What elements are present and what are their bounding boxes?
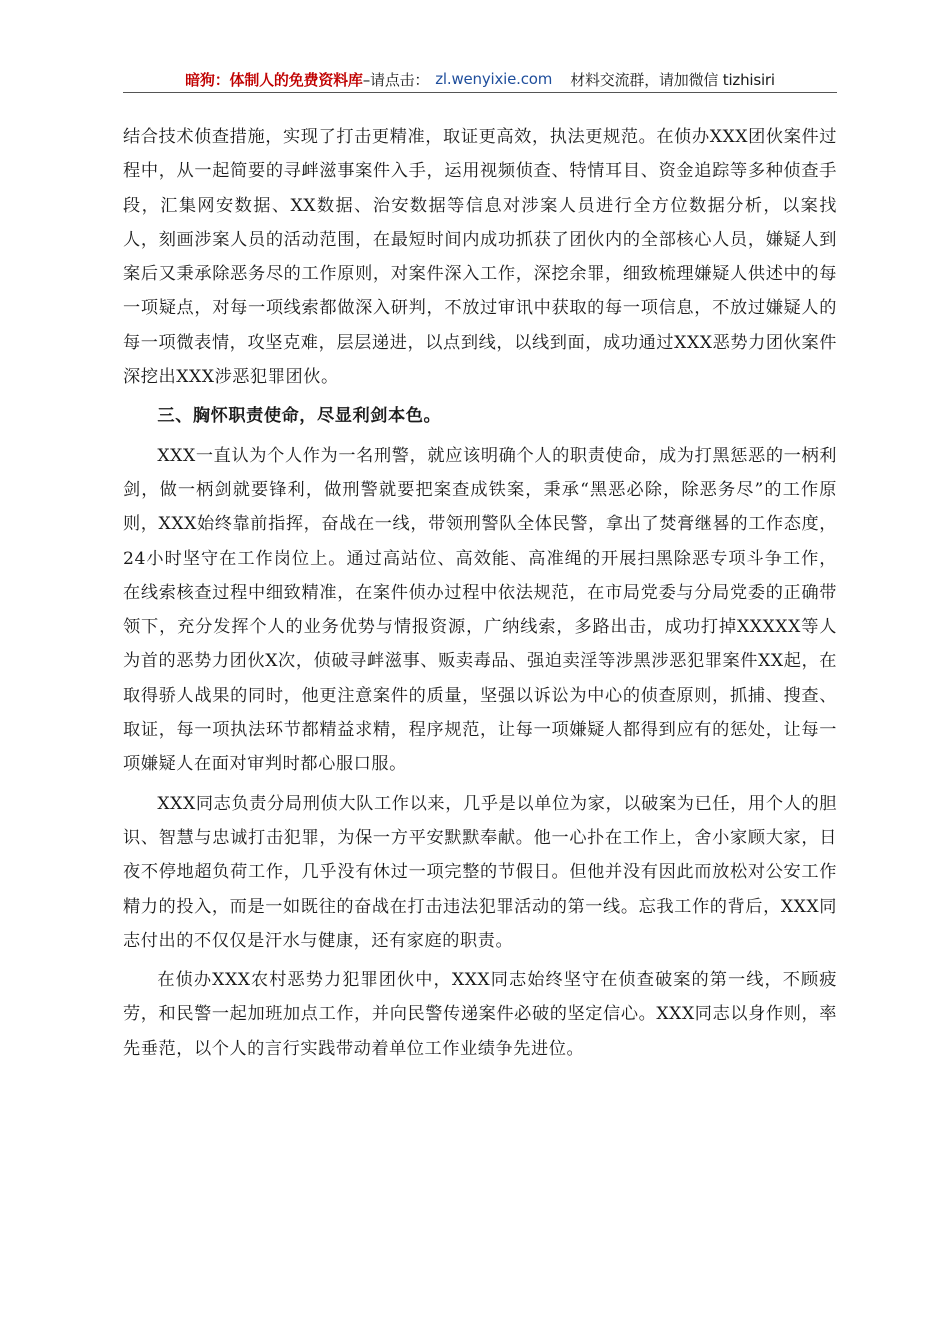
paragraph-continued: 结合技术侦查措施，实现了打击更精准，取证更高效，执法更规范。在侦办XXX团伙案件过程中，从一起简要的寻衅滋事案件入手，运用视频侦查、特情耳目、资金追踪等多种侦查手段，汇集网安数据、XX数据、治安数据等信息对涉案人员进行全方位数据分析，以案找人，刻画涉案人员的活动范围，在最短时间内成功抓获了团伙内的全部核心人员，嫌疑人到案后又秉承除恶务尽的工作原则，对案件深入工作，深挖余罪，细致梳理嫌疑人供述中的每一项疑点，对每一项线索都做深入研判，不放过审讯中获取的每一项信息，不放过嫌疑人的每一项微表情，攻坚克难，层层递进，以点到线，以线到面，成功通过XXX恶势力团伙案件深挖出XXX涉恶犯罪团伙。 bbox=[123, 127, 837, 388]
header-prompt: –请点击： bbox=[362, 70, 430, 89]
document-body bbox=[123, 120, 837, 1071]
paragraph: XXX同志负责分局刑侦大队工作以来，几乎是以单位为家，以破案为已任，用个人的胆识、智慧与忠诚打击犯罪，为保一方平安默默奉献。他一心扑在工作上，舍小家顾大家，日夜不停地超负荷工作，几乎没有休过一项完整的节假日。但他并没有因此而放松对公安工作精力的投入，而是一如既往的奋战在打击违法犯罪活动的第一线。忘我工作的背后，XXX同志付出的不仅仅是汗水与健康，还有家庭的职责。 bbox=[123, 793, 837, 951]
paragraph: 在侦办XXX农村恶势力犯罪团伙中，XXX同志始终坚守在侦查破案的第一线，不顾疲劳，和民警一起加班加点工作，并向民警传递案件必破的坚定信心。XXX同志以身作则，率先垂范，以个人的言行实践带动着单位工作业绩争先进位。 bbox=[123, 970, 837, 1059]
header-contact: 材料交流群，请加微信 tizhisiri bbox=[570, 70, 775, 89]
section-heading: 三、胸怀职责使命，尽显利剑本色。 bbox=[157, 406, 442, 427]
header-brand: 暗狗：体制人的免费资料库 bbox=[185, 70, 363, 89]
header-link[interactable]: zl.wenyixie.com bbox=[435, 70, 553, 88]
page-header bbox=[123, 66, 837, 93]
paragraph: XXX一直认为个人作为一名刑警，就应该明确个人的职责使命，成为打黑惩恶的一柄利剑，做一柄剑就要锋利，做刑警就要把案查成铁案，秉承“黑恶必除，除恶务尽”的工作原则，XXX始终靠前指挥，奋战在一线，带领刑警队全体民警，拿出了焚膏继晷的工作态度，24小时坚守在工作岗位上。通过高站位、高效能、高准绳的开展扫黑除恶专项斗争工作，在线索核查过程中细致精准，在案件侦办过程中依法规范，在市局党委与分局党委的正确带领下，充分发挥个人的业务优势与情报资源，广纳线索，多路出击，成功打掉XXXXX等人为首的恶势力团伙X次，侦破寻衅滋事、贩卖毒品、强迫卖淫等涉黑涉恶犯罪案件XX起，在取得骄人战果的同时，他更注意案件的质量，坚强以诉讼为中心的侦查原则，抓捕、搜查、取证，每一项执法环节都精益求精，程序规范，让每一项嫌疑人都得到应有的惩处，让每一项嫌疑人在面对审判时都心服口服。 bbox=[123, 445, 837, 775]
